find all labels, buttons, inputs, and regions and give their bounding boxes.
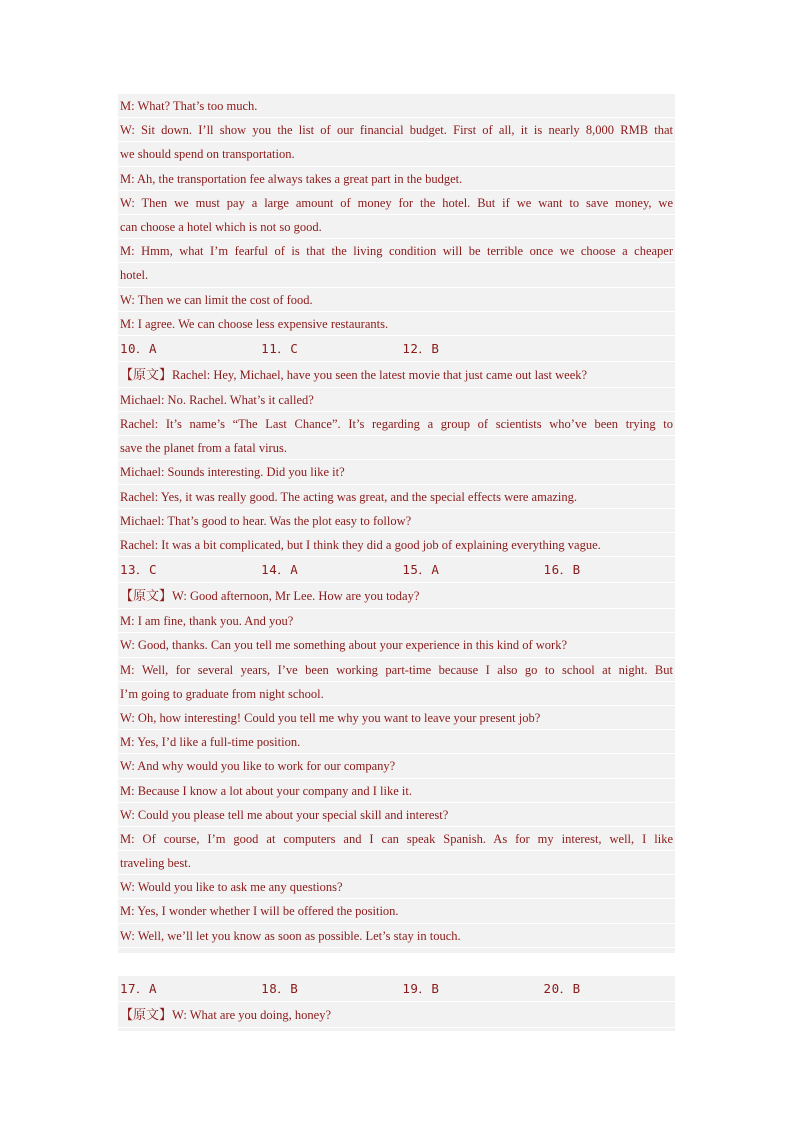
dialogue-line: Rachel: It was a bit complicated, but I think they did a good job of explaining everything vague. (118, 533, 675, 557)
dialogue-line: W: Well, we’ll let you know as soon as possible. Let’s stay in touch. (118, 924, 675, 948)
original-text-tag: 【原文】 (120, 367, 173, 383)
transcript-block-1 (118, 94, 675, 953)
dialogue-line: W: Sit down. I’ll show you the list of our financial budget. First of all, it is nearly 8,000 RMB that (118, 118, 675, 142)
dialogue-line: W: Good afternoon, Mr Lee. How are you today? (172, 589, 420, 604)
dialogue-line: M: I agree. We can choose less expensive restaurants. (118, 312, 675, 336)
dialogue-line: W: Then we can limit the cost of food. (118, 288, 675, 312)
answer-key-17-20: 17．A 18．B 19．B 20．B (118, 976, 675, 1002)
dialogue-line: W: And why would you like to work for our company? (118, 754, 675, 778)
dialogue-line: M: Yes, I’d like a full-time position. (118, 730, 675, 754)
dialogue-line: Rachel: Yes, it was really good. The acting was great, and the special effects were amazing. (118, 485, 675, 509)
original-text-tag: 【原文】 (120, 589, 173, 605)
dialogue-line: W: Oh, how interesting! Could you tell me why you want to leave your present job? (118, 706, 675, 730)
dialogue-line: Michael: That’s good to hear. Was the plot easy to follow? (118, 509, 675, 533)
transcript-header (118, 583, 675, 609)
dialogue-line: M: I am fine, thank you. And you? (118, 609, 675, 633)
dialogue-line: I’m going to graduate from night school. (118, 682, 675, 706)
dialogue-line: M: Ah, the transportation fee always takes a great part in the budget. (118, 167, 675, 191)
dialogue-line: W: Could you please tell me about your special skill and interest? (118, 803, 675, 827)
dialogue-line: Michael: No. Rachel. What’s it called? (118, 388, 675, 412)
dialogue-line: can choose a hotel which is not so good. (118, 215, 675, 239)
transcript-block-2 (118, 976, 675, 1031)
transcript-header (118, 1002, 675, 1028)
dialogue-line: M: Hmm, what I’m fearful of is that the living condition will be terrible once we choose a cheaper (118, 239, 675, 263)
dialogue-line: M: What? That’s too much. (118, 94, 675, 118)
dialogue-line: M: Yes, I wonder whether I will be offered the position. (118, 899, 675, 923)
dialogue-line: we should spend on transportation. (118, 142, 675, 166)
dialogue-line: Rachel: Hey, Michael, have you seen the latest movie that just came out last week? (172, 367, 588, 382)
dialogue-line: W: Good, thanks. Can you tell me something about your experience in this kind of work? (118, 633, 675, 657)
dialogue-line: W: What are you doing, honey? (172, 1008, 331, 1022)
dialogue-line: W: Would you like to ask me any questions? (118, 875, 675, 899)
original-text-tag: 【原文】 (120, 1008, 173, 1023)
transcript-header (118, 362, 675, 388)
dialogue-line: save the planet from a fatal virus. (118, 436, 675, 460)
dialogue-line: hotel. (118, 263, 675, 287)
dialogue-line: M: Well, for several years, I’ve been working part-time because I also go to school at night. But (118, 658, 675, 682)
dialogue-line: M: Of course, I’m good at computers and I can speak Spanish. As for my interest, well, I like (118, 827, 675, 851)
dialogue-line: W: Then we must pay a large amount of money for the hotel. But if we want to save money, we (118, 191, 675, 215)
dialogue-line: traveling best. (118, 851, 675, 875)
dialogue-line: M: Because I know a lot about your company and I like it. (118, 779, 675, 803)
answer-key-13-16: 13．C 14．A 15．A 16．B (118, 557, 675, 583)
dialogue-line: Michael: Sounds interesting. Did you like it? (118, 460, 675, 484)
answer-key-10-12: 10．A 11．C 12．B (118, 336, 675, 362)
dialogue-line: Rachel: It’s name’s “The Last Chance”. It’s regarding a group of scientists who’ve been trying to (118, 412, 675, 436)
